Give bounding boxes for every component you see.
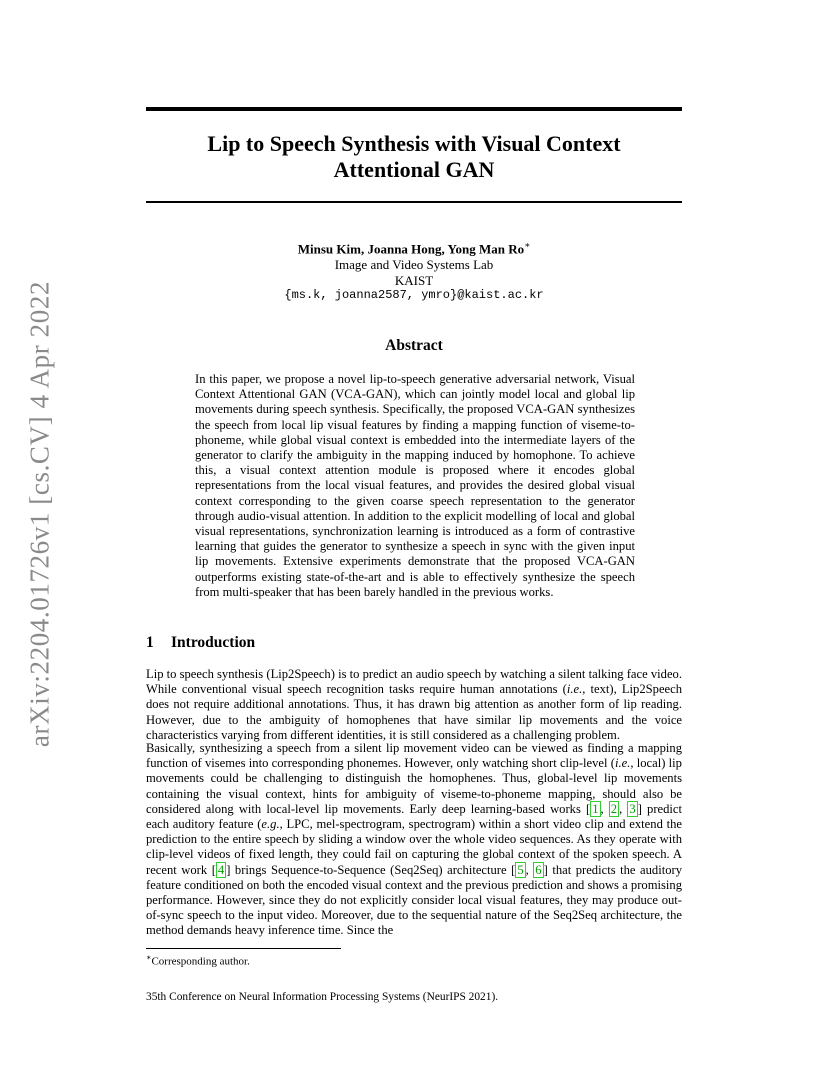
paper-title-line-2: Attentional GAN xyxy=(333,157,495,182)
corresponding-author-mark: ∗ xyxy=(524,240,531,250)
footnote-mark: ∗ xyxy=(146,953,152,962)
section-number: 1 xyxy=(146,634,154,651)
title-rule-bottom xyxy=(146,201,682,203)
text-run-italic: e.g. xyxy=(261,817,280,832)
paper-title xyxy=(146,131,682,183)
text-run: , local) lip movements could be challenging to distinguish the homophenes. Thus, global-level lip movements containing the visual context, hints for ambiguity of viseme-to-phoneme mapping, should also be considered along with local-level lip movements. Early deep learning-based works [ xyxy=(146,756,682,816)
author-names: Minsu Kim, Joanna Hong, Yong Man Ro xyxy=(297,241,525,257)
text-run: Basically, synthesizing a speech from a silent lip movement video can be viewed as finding a mapping function of visemes into corresponding phonemes. However, only watching short clip-level ( xyxy=(146,741,682,771)
citation-link[interactable]: 5 xyxy=(517,862,524,877)
text-run: , text), Lip2Speech does not require additional annotations. Thus, it has drawn big attention as another form of lip reading. However, due to the ambiguity of homophenes that have similar lip movements and the voice characteristics varying from different identities, it is still considered as a challenging problem. xyxy=(146,682,683,742)
author-names-line xyxy=(146,238,682,257)
abstract-text: In this paper, we propose a novel lip-to-speech generative adversarial network, Visual Context Attentional GAN (VCA-GAN), which can jointly model local and global lip movements during speech synthesis. Specifically, the proposed VCA-GAN synthesizes the speech from local lip visual features by finding a mapping function of viseme-to-phoneme, while global visual context is embedded into the intermediate layers of the generator to clarify the ambiguity in the mapping induced by homophone. To achieve this, a visual context attention module is proposed where it encodes global representations from the local visual features, and provides the desired global visual context corresponding to the given coarse speech representation to the generator through audio-visual attention. In addition to the explicit modelling of local and global visual representations, synchronization learning is introduced as a form of contrastive learning that guides the generator to synthesize a speech in sync with the given input lip movements. Extensive experiments demonstrate that the proposed VCA-GAN outperforms existing state-of-the-art and is able to effectively synthesize the speech from multi-speaker that has been barely handled in the previous works. xyxy=(195,372,635,599)
author-lab: Image and Video Systems Lab xyxy=(334,256,494,272)
section-heading-introduction xyxy=(146,634,255,652)
paper-title-line-1: Lip to Speech Synthesis with Visual Context xyxy=(207,131,621,156)
author-institution: KAIST xyxy=(394,272,434,288)
section-title: Introduction xyxy=(171,634,256,651)
author-emails: {ms.k, joanna2587, ymro}@kaist.ac.kr xyxy=(284,288,544,303)
text-run: ] that predicts the auditory feature conditioned on both the encoded visual context and the previous prediction and shows a promising performance. However, since they do not explicitly consider local visual features, they may produce out-of-sync speech to the input video. Moreover, due to the sequential nature of the Seq2Seq architecture, the method demands heavy inference time. Since the xyxy=(146,862,683,938)
arxiv-identifier: arXiv:2204.01726v1 [cs.CV] 4 Apr 2022 xyxy=(24,280,55,748)
citation-link[interactable]: 6 xyxy=(535,862,542,877)
citation-link[interactable]: 4 xyxy=(217,862,225,877)
footnote xyxy=(146,951,250,969)
footnote-rule xyxy=(146,948,341,949)
citation-link[interactable]: 1 xyxy=(592,801,599,816)
citation-link[interactable]: 2 xyxy=(610,801,618,816)
footnote-text: Corresponding author. xyxy=(151,955,250,968)
venue-footer: 35th Conference on Neural Information Processing Systems (NeurIPS 2021). xyxy=(146,991,499,1003)
citation-link[interactable]: 3 xyxy=(629,801,636,816)
title-rule-top xyxy=(146,107,682,111)
text-run: ] predict each auditory feature ( xyxy=(146,801,682,832)
text-run: , LPC, mel-spectrogram, spectrogram) within a short video clip and extend the prediction to the entire speech by sliding a window over the whole video sequences. As they operate with clip-level videos of fixed length, they could fail on capturing the global context of the spoken speech. A recent work [ xyxy=(146,817,682,877)
intro-paragraph-2: Basically, synthesizing a speech from a silent lip movement video can be viewed as finding a mapping function of visemes into corresponding phonemes. However, only watching short clip-level (i.e., local) lip movements could be challenging to distinguish the homophenes. Thus, global-level lip movements containing the visual context, hints for ambiguity of viseme-to-phoneme mapping, should also be considered along with local-level lip movements. Early deep learning-based works [ 1 , 2 , 3 ] predict each auditory feature (e.g., LPC, mel-spectrogram, spectrogram) within a short video clip and extend the prediction to the entire speech by sliding a window over the whole video sequences. As they operate with clip-level videos of fixed length, they could fail on capturing the global context of the spoken speech. A recent work [ 4 ] brings Sequence-to-Sequence (Seq2Seq) architecture [ 5 , 6 ] that predicts the auditory feature conditioned on both the encoded visual context and the previous prediction and shows a promising performance. However, since they do not explicitly consider local visual features, they may produce out-of-sync speech to the input video. Moreover, due to the sequential nature of the Seq2Seq architecture, the method demands heavy inference time. Since the xyxy=(146,741,683,938)
author-block xyxy=(146,238,682,304)
text-run-italic: i.e. xyxy=(566,682,583,697)
intro-paragraph-1 xyxy=(146,667,682,743)
text-run: Lip to speech synthesis (Lip2Speech) is to predict an audio speech by watching a silent talking face video. While conventional visual speech recognition tasks require human annotations ( xyxy=(146,667,682,697)
abstract-heading: Abstract xyxy=(385,337,443,354)
text-run-italic: i.e. xyxy=(614,756,631,771)
text-run: ] brings Sequence-to-Sequence (Seq2Seq) architecture [ xyxy=(226,862,516,877)
